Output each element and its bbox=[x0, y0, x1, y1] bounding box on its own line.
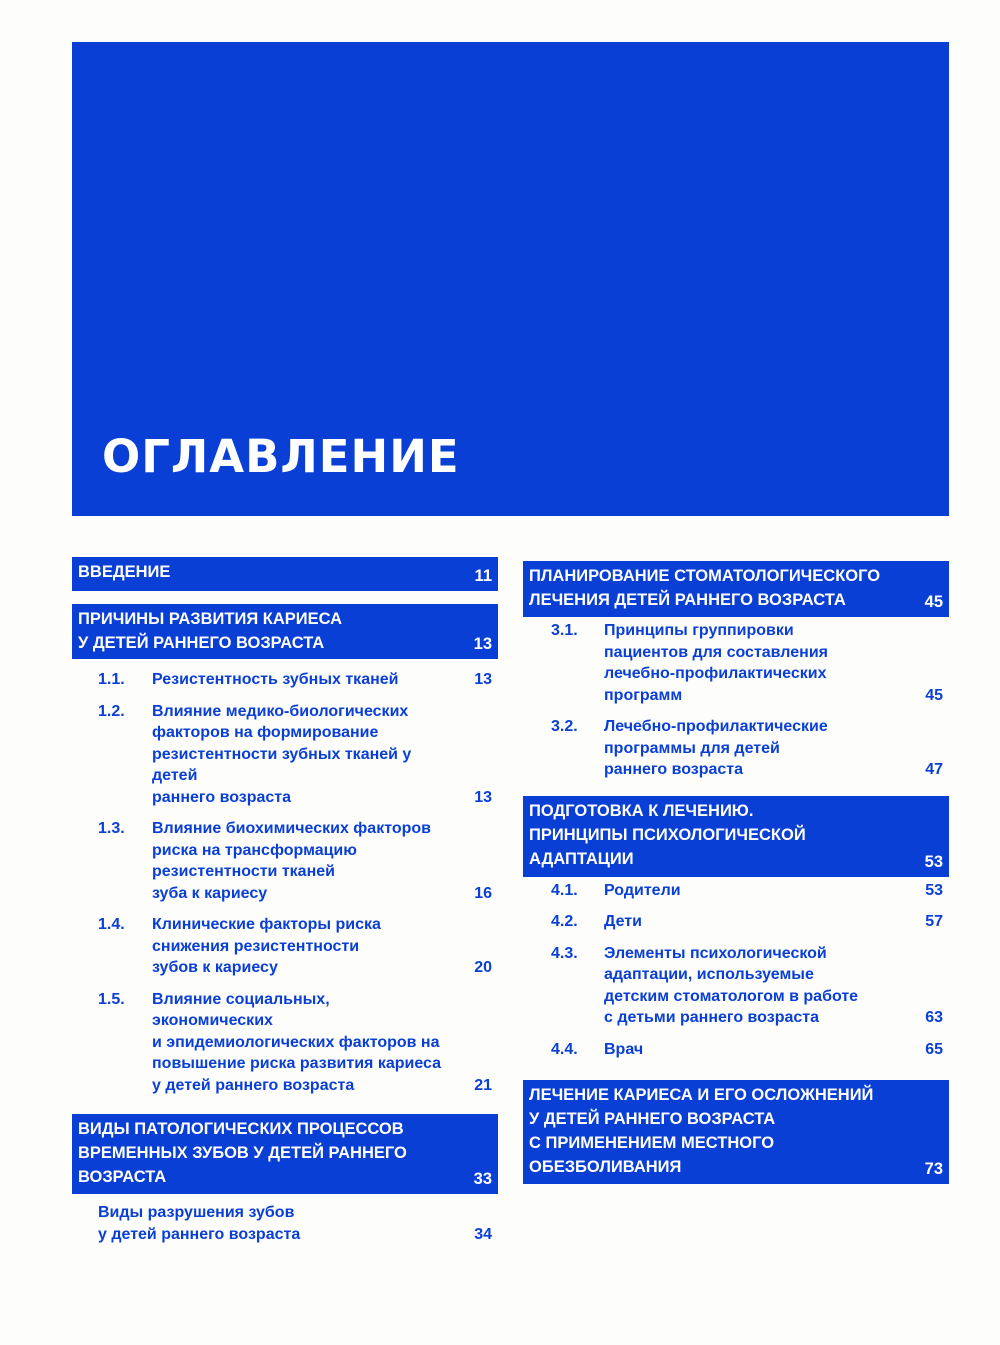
item-page: 63 bbox=[925, 1009, 943, 1026]
item-page: 45 bbox=[925, 686, 943, 704]
toc-item-4-2[interactable] bbox=[523, 911, 949, 933]
item-number: 3.1. bbox=[551, 622, 578, 639]
item-number: 1.3. bbox=[98, 820, 125, 837]
section-page: 73 bbox=[924, 1160, 943, 1178]
toc-item-1-1[interactable] bbox=[72, 669, 498, 691]
toc-item-3-1[interactable] bbox=[523, 620, 949, 706]
item-title: Влияние медико-биологических факторов на формирование резистентности зубных тканей у детей раннего возраста bbox=[152, 702, 412, 806]
toc-right-column bbox=[523, 561, 949, 1184]
item-title: Дети bbox=[604, 913, 642, 930]
item-page: 57 bbox=[925, 913, 943, 930]
item-title: Влияние биохимических факторов риска на трансформацию резистентности тканей зуба к кариесу bbox=[152, 820, 431, 902]
item-page: 20 bbox=[474, 959, 492, 976]
item-page: 13 bbox=[474, 788, 492, 806]
item-page: 47 bbox=[925, 761, 943, 778]
section-title: ПРИЧИНЫ РАЗВИТИЯ КАРИЕСА У ДЕТЕЙ РАННЕГО ВОЗРАСТА bbox=[78, 610, 343, 652]
item-number: 1.1. bbox=[98, 671, 125, 688]
item-number: 4.2. bbox=[551, 913, 578, 930]
toc-item-tooth-destruction[interactable] bbox=[72, 1202, 498, 1245]
page-title: ОГЛАВЛЕНИЕ bbox=[102, 430, 460, 483]
item-page: 53 bbox=[925, 881, 943, 899]
title-banner bbox=[72, 42, 949, 516]
toc-section-caries-treatment[interactable] bbox=[523, 1080, 949, 1184]
section-page: 11 bbox=[474, 567, 492, 585]
section-title: ВИДЫ ПАТОЛОГИЧЕСКИХ ПРОЦЕССОВ ВРЕМЕННЫХ ЗУБОВ У ДЕТЕЙ РАННЕГО ВОЗРАСТА bbox=[78, 1120, 407, 1186]
section-title: ПОДГОТОВКА К ЛЕЧЕНИЮ. ПРИНЦИПЫ ПСИХОЛОГИЧЕСКОЙ АДАПТАЦИИ bbox=[529, 801, 806, 868]
item-number: 4.4. bbox=[551, 1040, 578, 1058]
item-page: 21 bbox=[474, 1076, 492, 1094]
item-title: Родители bbox=[604, 881, 681, 899]
item-title: Элементы психологической адаптации, используемые детским стоматологом в работе с детьми раннего возраста bbox=[604, 944, 859, 1026]
item-page: 16 bbox=[474, 884, 492, 902]
item-title: Виды разрушения зубов у детей раннего возраста bbox=[98, 1204, 301, 1243]
item-title: Клинические факторы риска снижения резистентности зубов к кариесу bbox=[152, 916, 381, 976]
toc-section-treatment-planning[interactable] bbox=[523, 561, 949, 617]
toc-item-4-1[interactable] bbox=[523, 880, 949, 902]
item-title: Резистентность зубных тканей bbox=[152, 671, 399, 688]
item-number: 4.1. bbox=[551, 881, 578, 899]
item-title: Принципы группировки пациентов для составления лечебно-профилактических программ bbox=[604, 622, 828, 704]
section-page: 13 bbox=[473, 635, 492, 653]
item-title: Влияние социальных, экономических и эпидемиологических факторов на повышение риска развития кариеса у детей раннего возраста bbox=[152, 990, 442, 1094]
section-page: 33 bbox=[473, 1170, 492, 1188]
toc-item-3-2[interactable] bbox=[523, 716, 949, 781]
item-page: 65 bbox=[925, 1040, 943, 1058]
toc-section-treatment-preparation[interactable] bbox=[523, 796, 949, 877]
item-title: Лечебно-профилактические программы для детей раннего возраста bbox=[604, 718, 828, 778]
item-number: 4.3. bbox=[551, 944, 578, 962]
toc-item-1-4[interactable] bbox=[72, 914, 498, 979]
toc-item-1-2[interactable] bbox=[72, 701, 498, 809]
section-page: 53 bbox=[924, 852, 943, 871]
toc-left-column bbox=[72, 557, 498, 1245]
toc-item-1-3[interactable] bbox=[72, 818, 498, 904]
item-number: 1.4. bbox=[98, 916, 125, 933]
item-number: 3.2. bbox=[551, 718, 578, 735]
toc-section-introduction[interactable] bbox=[72, 557, 498, 591]
section-title: ПЛАНИРОВАНИЕ СТОМАТОЛОГИЧЕСКОГО ЛЕЧЕНИЯ ДЕТЕЙ РАННЕГО ВОЗРАСТА bbox=[529, 567, 881, 609]
toc-item-1-5[interactable] bbox=[72, 989, 498, 1097]
section-title: ЛЕЧЕНИЕ КАРИЕСА И ЕГО ОСЛОЖНЕНИЙ У ДЕТЕЙ РАННЕГО ВОЗРАСТА С ПРИМЕНЕНИЕМ МЕСТНОГО ОБЕЗБОЛИВАНИЯ bbox=[529, 1086, 874, 1176]
section-title: ВВЕДЕНИЕ bbox=[78, 563, 171, 581]
item-title: Врач bbox=[604, 1040, 644, 1058]
toc-section-pathology-types[interactable] bbox=[72, 1114, 498, 1194]
item-page: 13 bbox=[474, 671, 492, 688]
toc-section-caries-causes[interactable] bbox=[72, 604, 498, 659]
item-page: 34 bbox=[474, 1225, 492, 1243]
toc-item-4-3[interactable] bbox=[523, 943, 949, 1029]
toc-item-4-4[interactable] bbox=[523, 1039, 949, 1061]
item-number: 1.5. bbox=[98, 990, 125, 1008]
item-number: 1.2. bbox=[98, 702, 125, 720]
section-page: 45 bbox=[924, 593, 943, 611]
